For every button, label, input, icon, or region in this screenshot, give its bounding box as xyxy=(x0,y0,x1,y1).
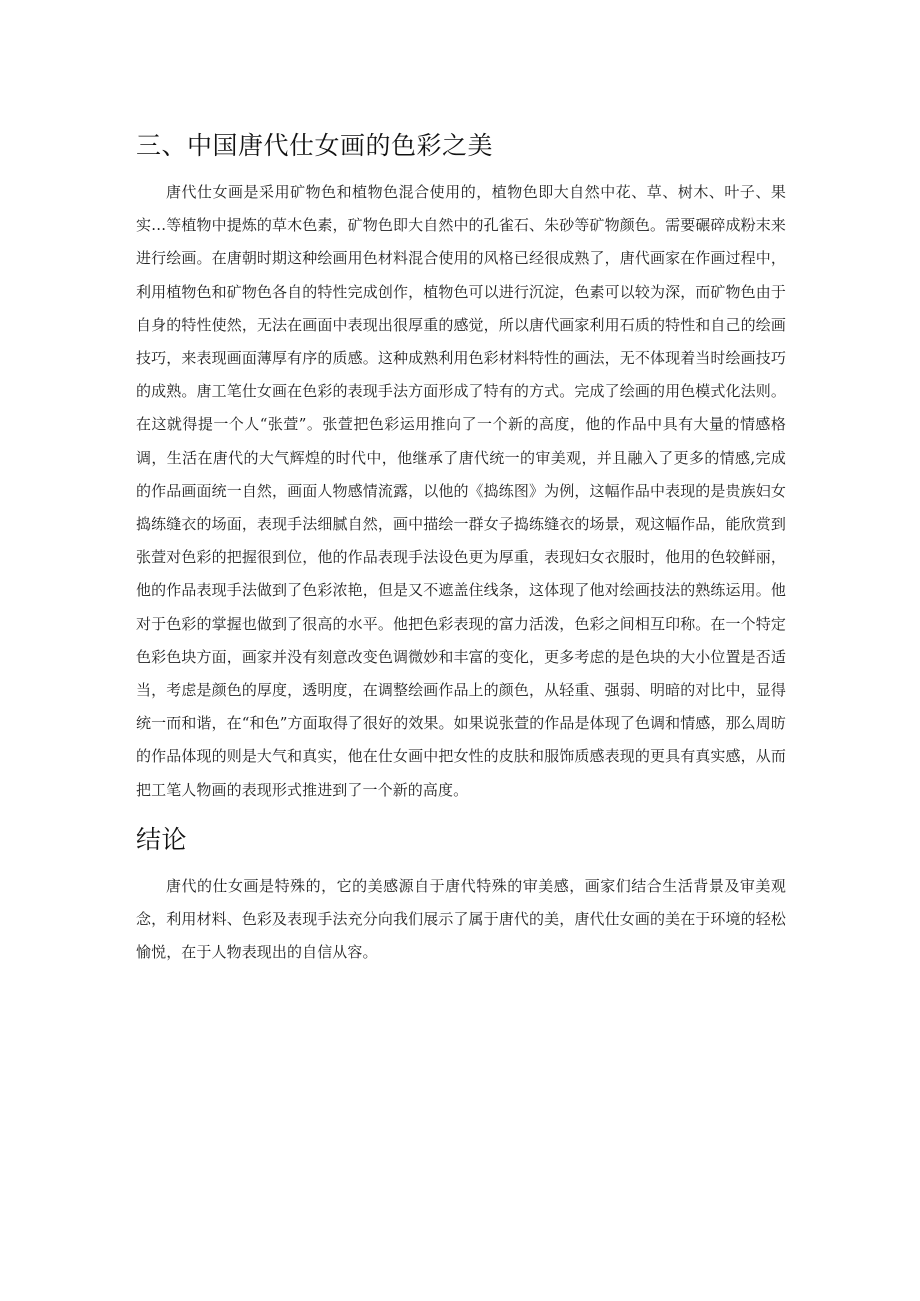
section-body-paragraph: 唐代仕女画是采用矿物色和植物色混合使用的，植物色即大自然中花、草、树木、叶子、果实…等植物中提炼的草木色素，矿物色即大自然中的孔雀石、朱砂等矿物颜色。需要碾碎成粉末来进行绘画。在唐朝时期这种绘画用色材料混合使用的风格已经很成熟了，唐代画家在作画过程中，利用植物色和矿物色各自的特性完成创作，植物色可以进行沉淀，色素可以较为深，而矿物色由于自身的特性使然，无法在画面中表现出很厚重的感觉，所以唐代画家利用石质的特性和自己的绘画技巧，来表现画面薄厚有序的质感。这种成熟利用色彩材料特性的画法，无不体现着当时绘画技巧的成熟。唐工笔仕女画在色彩的表现手法方面形成了特有的方式。完成了绘画的用色模式化法则。在这就得提一个人“张萱”。张萱把色彩运用推向了一个新的高度，他的作品中具有大量的情感格调，生活在唐代的大气辉煌的时代中，他继承了唐代统一的审美观，并且融入了更多的情感,完成的作品画面统一自然，画面人物感情流露，以他的《捣练图》为例，这幅作品中表现的是贵族妇女捣练缝衣的场面，表现手法细腻自然，画中描绘一群女子捣练缝衣的场景，观这幅作品，能欣赏到张萱对色彩的把握很到位，他的作品表现手法设色更为厚重，表现妇女衣服时，他用的色较鲜丽，他的作品表现手法做到了色彩浓艳，但是又不遮盖住线条，这体现了他对绘画技法的熟练运用。他对于色彩的掌握也做到了很高的水平。他把色彩表现的富力活泼，色彩之间相互印称。在一个特定色彩色块方面，画家并没有刻意改变色调微妙和丰富的变化，更多考虑的是色块的大小位置是否适当，考虑是颜色的厚度，透明度，在调整绘画作品上的颜色，从轻重、强弱、明暗的对比中，显得统一而和谐，在“和色”方面取得了很好的效果。如果说张萱的作品是体现了色调和情感，那么周昉的作品体现的则是大气和真实，他在仕女画中把女性的皮肤和服饰质感表现的更具有真实感，从而把工笔人物画的表现形式推进到了一个新的高度。 xyxy=(136,183,786,799)
section-heading: 三、中国唐代仕女画的色彩之美 xyxy=(136,131,494,160)
conclusion-body-paragraph: 唐代的仕女画是特殊的，它的美感源自于唐代特殊的审美感，画家们结合生活背景及审美观念，利用材料、色彩及表现手法充分向我们展示了属于唐代的美，唐代仕女画的美在于环境的轻松愉悦，在于人物表现出的自信从容。 xyxy=(136,877,786,962)
conclusion-heading: 结论 xyxy=(136,825,188,854)
